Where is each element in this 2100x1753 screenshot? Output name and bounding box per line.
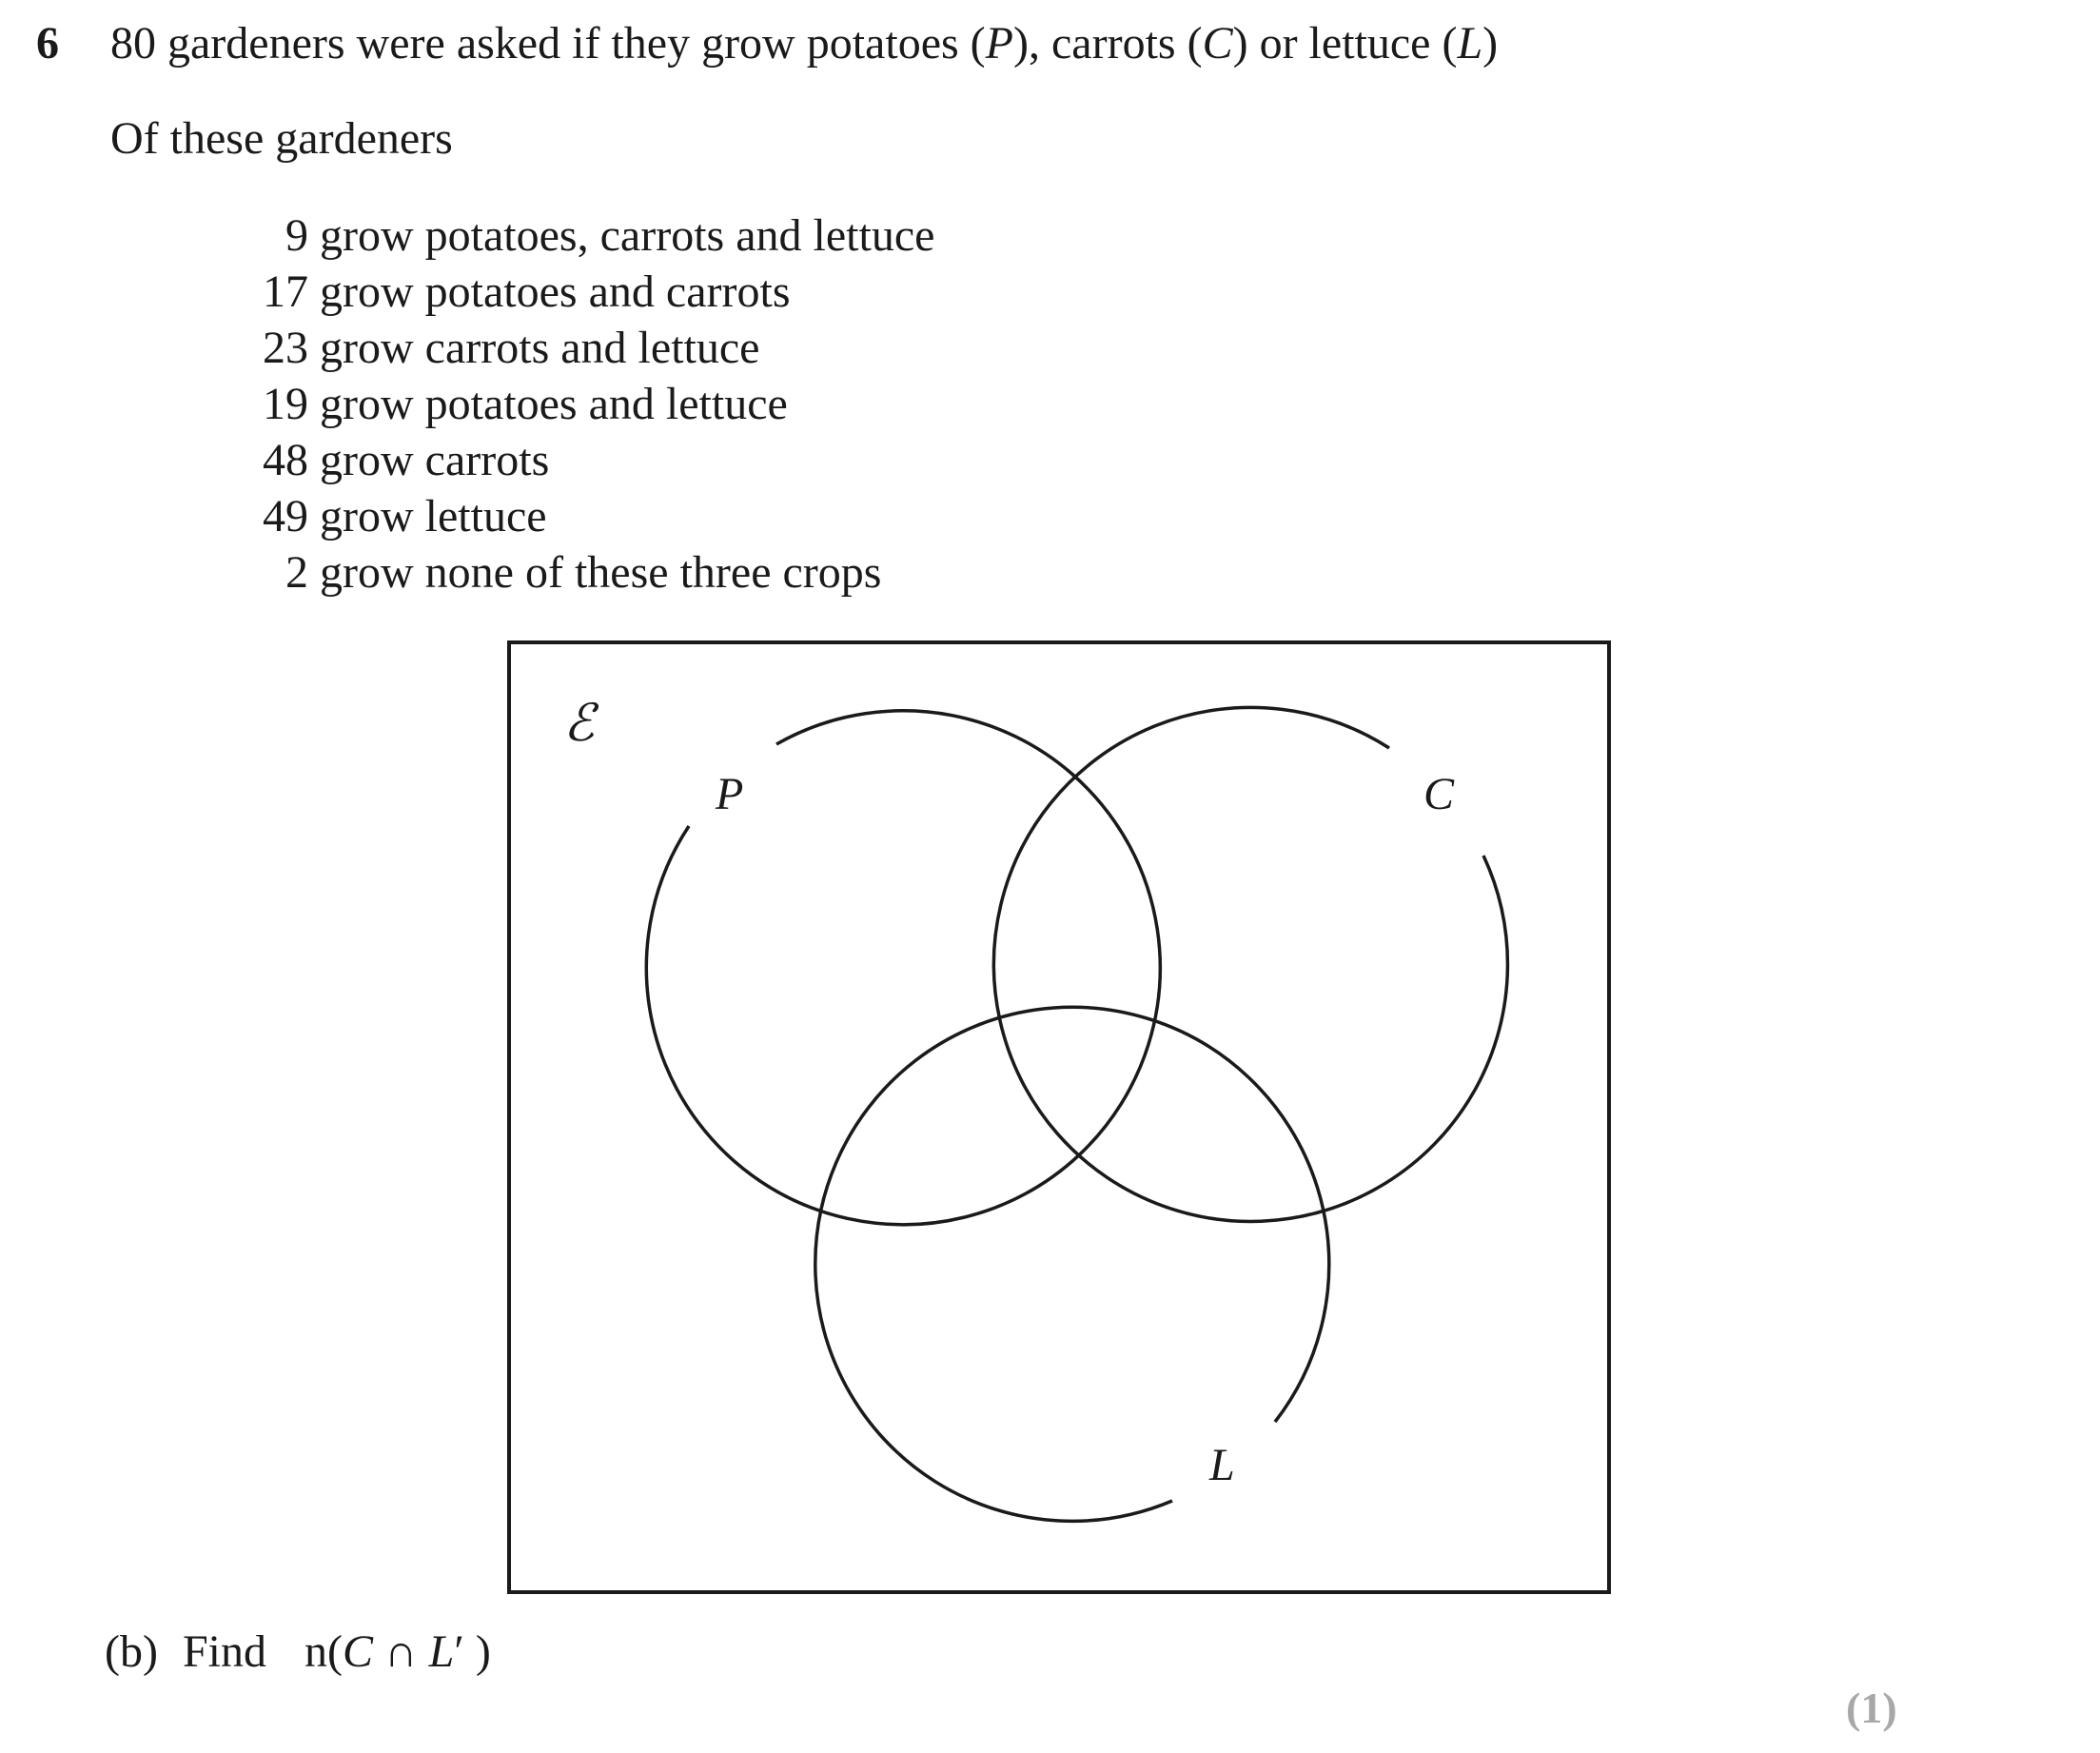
label-p: P xyxy=(716,769,744,819)
fact-text: grow potatoes and carrots xyxy=(320,266,791,317)
part-b-action: Find xyxy=(182,1626,266,1677)
set-c-symbol: C xyxy=(1202,18,1233,69)
label-l: L xyxy=(1209,1440,1235,1490)
fact-count: 9 xyxy=(285,210,308,261)
fact-text: grow none of these three crops xyxy=(320,547,882,598)
expr-set-c: C xyxy=(342,1626,373,1677)
fact-count: 19 xyxy=(263,379,308,429)
expr-close: ′ ) xyxy=(454,1626,491,1677)
stem-text-4: ) xyxy=(1482,18,1499,69)
fact-count: 23 xyxy=(263,323,308,373)
fact-count: 48 xyxy=(263,435,308,485)
question-intro: Of these gardeners xyxy=(110,113,453,164)
set-p-symbol: P xyxy=(985,18,1013,69)
fact-count: 49 xyxy=(263,491,308,542)
expr-open: n( xyxy=(304,1626,343,1677)
universal-set-symbol: ℰ xyxy=(563,695,595,752)
expr-intersection: ∩ xyxy=(373,1626,429,1677)
circle-l xyxy=(815,1007,1329,1521)
fact-text: grow carrots xyxy=(320,435,550,485)
fact-count: 17 xyxy=(263,266,308,317)
marks-indicator: (1) xyxy=(1846,1684,1897,1732)
fact-count: 2 xyxy=(285,547,308,598)
fact-text: grow potatoes and lettuce xyxy=(320,379,788,429)
stem-text-1: 80 gardeners were asked if they grow potatoes ( xyxy=(110,18,986,69)
stem-text-2: ), carrots ( xyxy=(1013,18,1203,69)
fact-text: grow carrots and lettuce xyxy=(320,323,760,373)
stem-text-3: ) or lettuce ( xyxy=(1232,18,1458,69)
set-l-symbol: L xyxy=(1457,18,1483,69)
fact-text: grow potatoes, carrots and lettuce xyxy=(320,210,935,261)
part-b xyxy=(105,1625,491,1678)
part-b-label: (b) xyxy=(105,1626,158,1677)
fact-text: grow lettuce xyxy=(320,491,547,542)
question-number: 6 xyxy=(36,18,59,69)
label-c: C xyxy=(1423,769,1455,819)
expr-set-l: L xyxy=(428,1626,455,1677)
